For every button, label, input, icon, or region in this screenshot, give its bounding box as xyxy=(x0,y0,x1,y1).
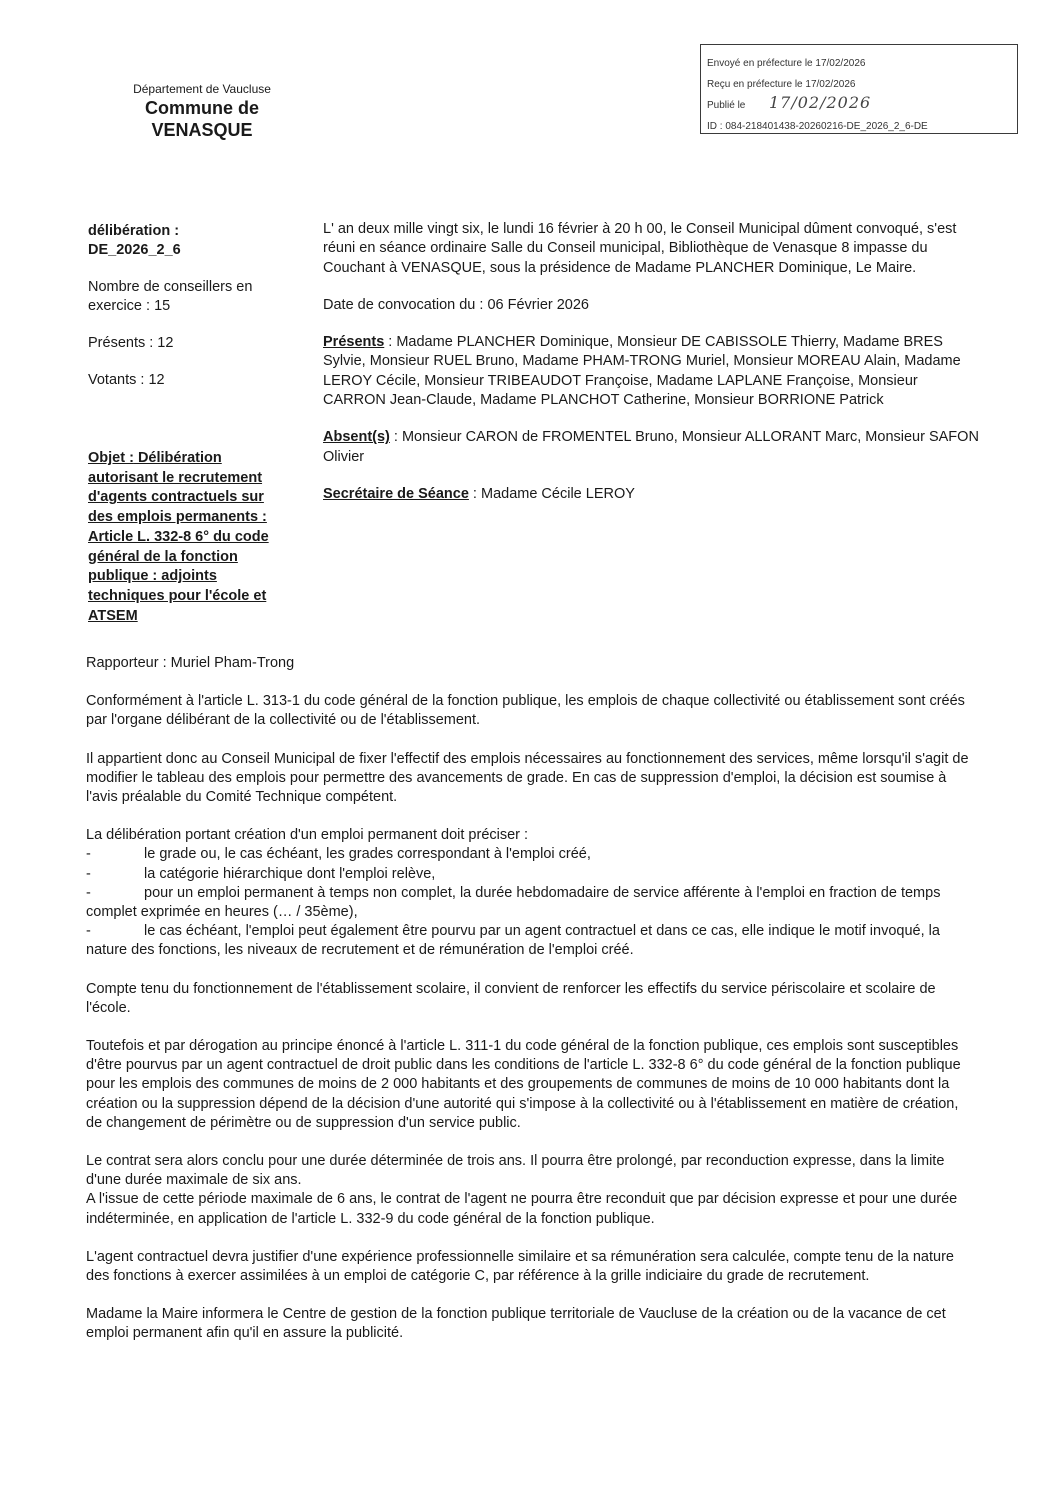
votants-count: Votants : 12 xyxy=(88,372,165,388)
objet-line-1 xyxy=(88,449,303,469)
paragraph-6b: A l'issue de cette période maximale de 6 ans, le contrat de l'agent ne pourra être reconduit que par décision expresse et pour une durée indéterminée, en application de l'article L. 332-9 du code général de la fonction publique. xyxy=(86,1191,958,1227)
commune-line-2: VENASQUE xyxy=(151,120,253,140)
list-item-text: pour un emploi permanent à temps non complet, la durée hebdomadaire de service afférente à l'emploi en fraction de temps complet exprimée en heures (… / 35ème), xyxy=(86,884,941,921)
absents-list: : Monsieur CARON de FROMENTEL Bruno, Monsieur ALLORANT Marc, Monsieur SAFON Olivier xyxy=(323,429,979,465)
commune-header xyxy=(92,82,312,141)
objet-block xyxy=(88,449,303,626)
objet-line-3: d'agents contractuels sur xyxy=(88,489,264,506)
session-info xyxy=(323,220,983,504)
list-item: - le cas échéant, l'emploi peut également être pourvu par un agent contractuel et dans ce cas, elle indique le motif invoqué, la nature des fonctions, les niveaux de recrutement et de rémunération de l'emploi créé. xyxy=(86,923,940,959)
paragraph-5: Toutefois et par dérogation au principe énoncé à l'article L. 311-1 du code général de la fonction publique, ces emplois sont susceptibles d'être pourvus par un agent contractuel de droit public dans les conditions de l'article L. 332-8 6° du code général de la fonction publique pour les emplois des communes de moins de 2 000 habitants et des groupements de communes de moins de 10 000 habitants dont la création ou la suppression dépend de la décision d'une autorité qui s'impose à la collectivité ou à l'établissement en matière de création, de changement de périmètre ou de suppression d'un service public. xyxy=(86,1038,961,1131)
objet-line-4: des emplois permanents : xyxy=(88,509,267,526)
paragraph-8: Madame la Maire informera le Centre de gestion de la fonction publique territoriale de Vaucluse de la création ou de la vacance de cet emploi permanent afin qu'il en assure la publicité. xyxy=(86,1306,946,1342)
paragraph-1: Conformément à l'article L. 313-1 du code général de la fonction publique, les emplois de chaque collectivité ou établissement sont créés par l'organe délibérant de la collectivité ou de l'établissement. xyxy=(86,693,965,729)
presents-count: Présents : 12 xyxy=(88,335,174,351)
paragraph-2: Il appartient donc au Conseil Municipal de fixer l'effectif des emplois nécessaires au fonctionnement des services, même lorsqu'il s'agit de modifier le tableau des emplois pour permettre des avancements de grade. En cas de suppression d'emploi, la décision est soumise à l'avis préalable du Comité Technique compétent. xyxy=(86,750,969,806)
stamp-published-label: Publié le xyxy=(707,100,746,111)
secretaire-label: Secrétaire de Séance xyxy=(323,485,469,502)
presents-paragraph xyxy=(323,333,983,410)
list-item: - le grade ou, le cas échéant, les grades correspondant à l'emploi créé, xyxy=(86,846,591,863)
absents-paragraph xyxy=(323,428,983,467)
objet-label: Objet : xyxy=(88,450,134,466)
absents-label: Absent(s) xyxy=(323,429,390,446)
prefecture-stamp xyxy=(700,44,1018,134)
paragraph-6 xyxy=(86,1152,976,1229)
stamp-received: Reçu en préfecture le 17/02/2026 xyxy=(707,79,856,90)
presents-list: : Madame PLANCHER Dominique, Monsieur DE CABISSOLE Thierry, Madame BRES Sylvie, Monsieur RUEL Bruno, Madame PHAM-TRONG Muriel, Monsieur MOREAU Alain, Madame LEROY Cécile, Monsieur TRIBEAUDOT Françoise, Madame LAPLANE Françoise, Monsieur CARRON Jean-Claude, Madame PLANCHOT Catherine, Monsieur BORRIONE Patrick xyxy=(323,334,961,409)
list-item-text: le grade ou, le cas échéant, les grades correspondant à l'emploi créé, xyxy=(144,846,591,863)
paragraph-4: Compte tenu du fonctionnement de l'établissement scolaire, il convient de renforcer les effectifs du service périscolaire et scolaire de l'école. xyxy=(86,980,936,1016)
paragraph-7: L'agent contractuel devra justifier d'une expérience professionnelle similaire et sa rémunération sera calculée, compte tenu de la nature des fonctions à exercer assimilées à un emploi de catégorie C, par référence à la grille indiciaire du grade de recrutement. xyxy=(86,1248,954,1285)
presents-label: Présents xyxy=(323,334,385,351)
objet-line-2: autorisant le recrutement xyxy=(88,469,263,486)
objet-line-9: ATSEM xyxy=(88,607,138,624)
stamp-id: ID : 084-218401438-20260216-DE_2026_2_6-DE xyxy=(707,121,928,132)
objet-line-5: Article L. 332-8 6° du code xyxy=(88,528,269,545)
list-item-text: la catégorie hiérarchique dont l'emploi relève, xyxy=(144,865,436,882)
list-item: - pour un emploi permanent à temps non complet, la durée hebdomadaire de service afférente à l'emploi en fraction de temps complet exprimée en heures (… / 35ème), xyxy=(86,884,941,921)
convocation-date: Date de convocation du : 06 Février 2026 xyxy=(323,296,589,313)
deliberation-info xyxy=(88,222,303,390)
paragraph-3 xyxy=(86,826,976,960)
secretaire-name: : Madame Cécile LEROY xyxy=(468,485,635,502)
paragraph-6a: Le contrat sera alors conclu pour une durée déterminée de trois ans. Il pourra être prolongé, par reconduction expresse, dans la limite d'une durée maximale de six ans. xyxy=(86,1153,945,1189)
objet-line-7: publique : adjoints xyxy=(88,568,217,585)
objet-text-1: Délibération xyxy=(133,450,222,466)
deliberation-label: délibération : xyxy=(88,223,180,239)
department-name: Département de Vaucluse xyxy=(133,82,271,96)
conseillers-line-1: Nombre de conseillers en xyxy=(88,279,253,295)
conseillers-line-2: exercice : 15 xyxy=(88,298,171,314)
stamp-published xyxy=(707,95,1017,116)
objet-line-8: techniques pour l'école et xyxy=(88,587,267,604)
commune-line-1: Commune de xyxy=(144,98,259,118)
paragraph-3-intro: La délibération portant création d'un emploi permanent doit préciser : xyxy=(86,827,529,844)
deliberation-body xyxy=(86,654,976,1363)
stamp-sent: Envoyé en préfecture le 17/02/2026 xyxy=(707,58,866,69)
rapporteur: Rapporteur : Muriel Pham-Trong xyxy=(86,655,295,671)
list-item-text: le cas échéant, l'emploi peut également être pourvu par un agent contractuel et dans ce cas, elle indique le motif invoqué, la nature des fonctions, les niveaux de recrutement et de rémunération de l'emploi créé. xyxy=(86,923,940,959)
deliberation-number: DE_2026_2_6 xyxy=(88,242,181,258)
objet-line-6: général de la fonction xyxy=(88,548,238,565)
stamp-published-date: 17/02/2026 xyxy=(769,93,872,112)
list-item: - la catégorie hiérarchique dont l'emploi relève, xyxy=(86,865,436,882)
session-intro: L' an deux mille vingt six, le lundi 16 février à 20 h 00, le Conseil Municipal dûment convoqué, s'est réuni en séance ordinaire Salle du Conseil municipal, Bibliothèque de Venasque 8 impasse du Couchant à VENASQUE, sous la présidence de Madame PLANCHER Dominique, Le Maire. xyxy=(323,221,957,276)
secretaire-paragraph xyxy=(323,485,983,504)
